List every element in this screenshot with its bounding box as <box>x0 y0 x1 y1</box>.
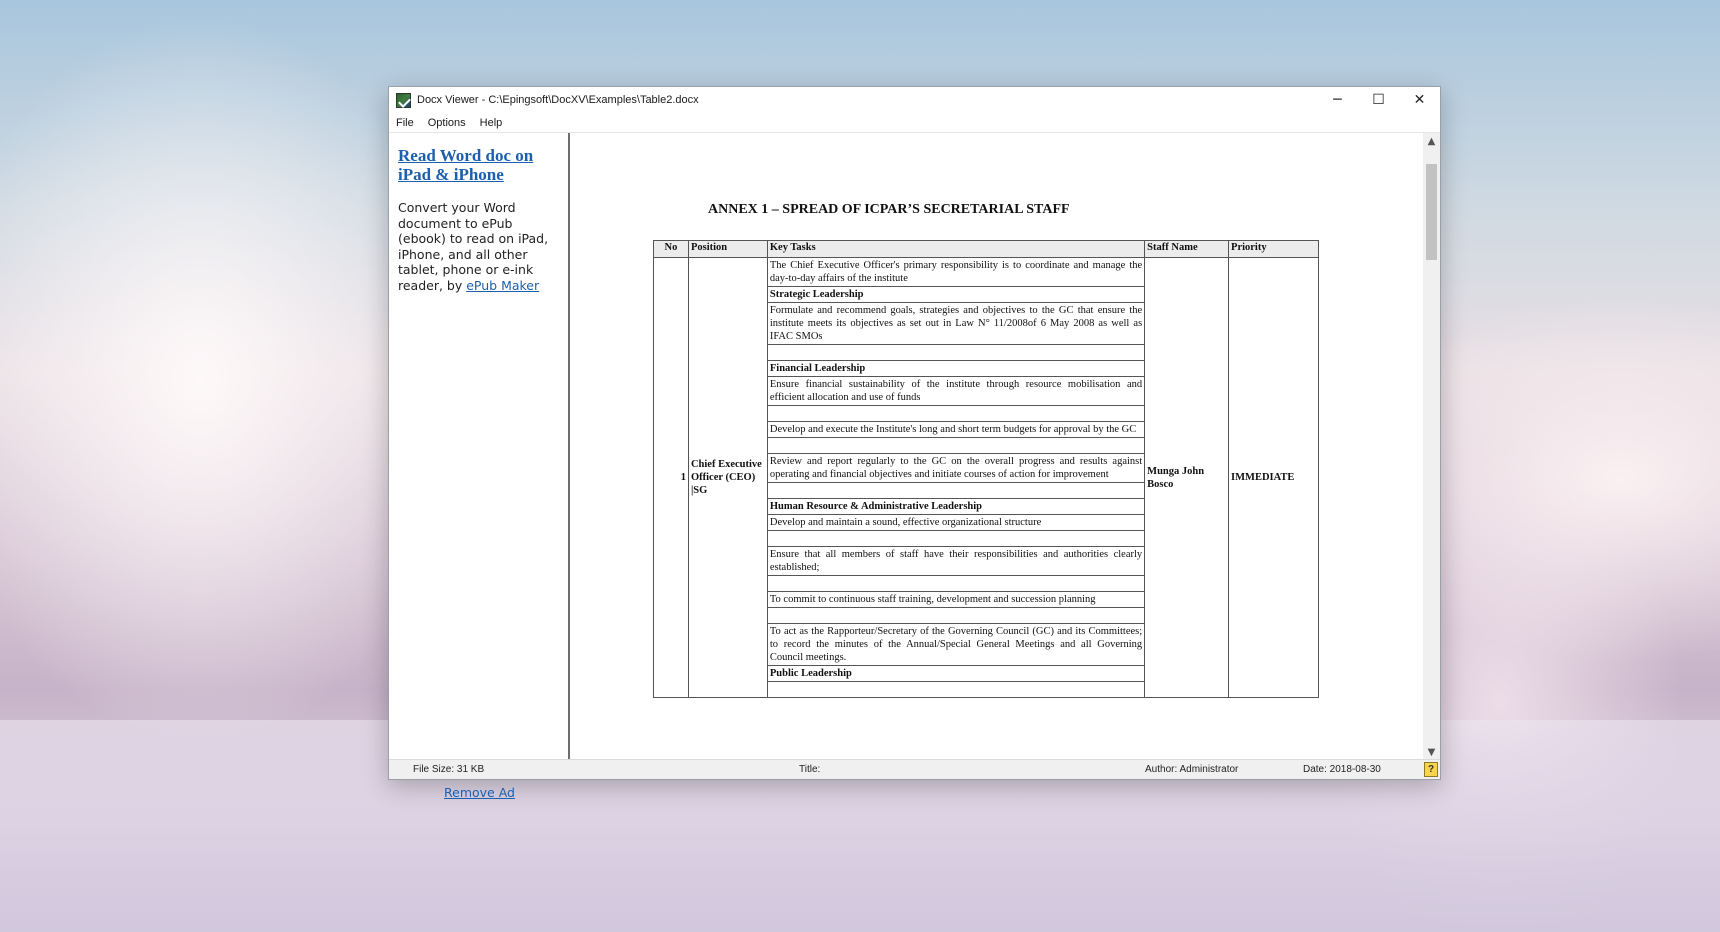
task-section-heading: Strategic Leadership <box>767 287 1144 303</box>
menu-bar <box>389 113 1440 133</box>
document-view[interactable] <box>572 133 1424 761</box>
status-bar <box>389 759 1440 779</box>
cell-priority: IMMEDIATE <box>1229 258 1319 698</box>
header-priority: Priority <box>1229 241 1319 258</box>
task-cell: Formulate and recommend goals, strategies and objectives to the GC that ensure the institute meets its objectives as set out in Law N° 11/2008of 6 May 2008 as well as IFAC SMOs <box>767 303 1144 345</box>
status-title: Title: <box>799 764 821 775</box>
cell-no: 1 <box>654 258 689 698</box>
document-heading: ANNEX 1 – SPREAD OF ICPAR’S SECRETARIAL STAFF <box>708 202 1070 217</box>
minimize-button[interactable]: ─ <box>1333 92 1342 108</box>
docx-viewer-window <box>388 86 1441 800</box>
header-no: No <box>654 241 689 258</box>
close-button[interactable]: ✕ <box>1413 92 1426 108</box>
task-cell <box>767 345 1144 361</box>
task-cell <box>767 406 1144 422</box>
window-title: Docx Viewer - C:\Epingsoft\DocXV\Examples\Table2.docx <box>417 94 699 106</box>
ad-body-text: Convert your Word document to ePub (ebook) to read on iPad, iPhone, and all other tablet, phone or e-ink reader, by <box>398 200 549 293</box>
header-key-tasks: Key Tasks <box>767 241 1144 258</box>
menu-help[interactable]: Help <box>479 116 503 129</box>
status-author: Author: Administrator <box>1145 764 1239 775</box>
menu-file[interactable]: File <box>396 116 414 129</box>
scroll-down-icon[interactable]: ▼ <box>1427 747 1436 758</box>
header-staff-name: Staff Name <box>1145 241 1229 258</box>
epub-maker-link[interactable]: ePub Maker <box>466 277 540 293</box>
table-header-row <box>654 241 1319 258</box>
status-file-size: File Size: 31 KB <box>413 764 485 775</box>
task-section-heading: Public Leadership <box>767 666 1144 682</box>
app-icon <box>396 93 411 108</box>
ad-description <box>398 200 563 293</box>
task-cell: The Chief Executive Officer's primary responsibility is to coordinate and manage the day-to-day affairs of the institute <box>767 258 1144 287</box>
cell-position: Chief Executive Officer (CEO) |SG <box>688 258 767 698</box>
task-cell: Ensure that all members of staff have their responsibilities and authorities clearly established; <box>767 547 1144 576</box>
staff-table <box>653 240 1319 698</box>
task-cell <box>767 531 1144 547</box>
menu-options[interactable]: Options <box>427 116 466 129</box>
task-cell <box>767 608 1144 624</box>
task-cell: Develop and execute the Institute's long and short term budgets for approval by the GC <box>767 422 1144 438</box>
task-cell <box>767 483 1144 499</box>
task-cell <box>767 576 1144 592</box>
task-cell: To act as the Rapporteur/Secretary of the Governing Council (GC) and its Committees; to record the minutes of the Annual/Special General Meetings and all Governing Council meetings. <box>767 624 1144 666</box>
maximize-button[interactable]: ☐ <box>1372 92 1385 108</box>
remove-ad-link[interactable]: Remove Ad <box>444 785 515 800</box>
vertical-scrollbar[interactable] <box>1423 133 1440 761</box>
help-icon[interactable]: ? <box>1424 762 1438 777</box>
task-section-heading: Financial Leadership <box>767 361 1144 377</box>
task-cell: Review and report regularly to the GC on the overall progress and results against operating and financial objectives and initiate courses of action for improvement <box>767 454 1144 483</box>
task-cell: Ensure financial sustainability of the institute through resource mobilisation and efficient allocation and use of funds <box>767 377 1144 406</box>
header-position: Position <box>688 241 767 258</box>
task-cell <box>767 438 1144 454</box>
task-cell: Develop and maintain a sound, effective organizational structure <box>767 515 1144 531</box>
table-row <box>654 258 1319 287</box>
title-bar[interactable] <box>389 87 1440 113</box>
task-cell <box>767 682 1144 698</box>
task-cell: To commit to continuous staff training, development and succession planning <box>767 592 1144 608</box>
status-date: Date: 2018-08-30 <box>1303 764 1381 775</box>
scroll-thumb[interactable] <box>1426 164 1437 260</box>
task-section-heading: Human Resource & Administrative Leadership <box>767 499 1144 515</box>
ad-title-link[interactable]: Read Word doc on iPad & iPhone <box>398 146 534 184</box>
scroll-up-icon[interactable]: ▲ <box>1427 136 1436 147</box>
cell-staff-name: Munga John Bosco <box>1145 258 1229 698</box>
table-body <box>654 258 1319 698</box>
